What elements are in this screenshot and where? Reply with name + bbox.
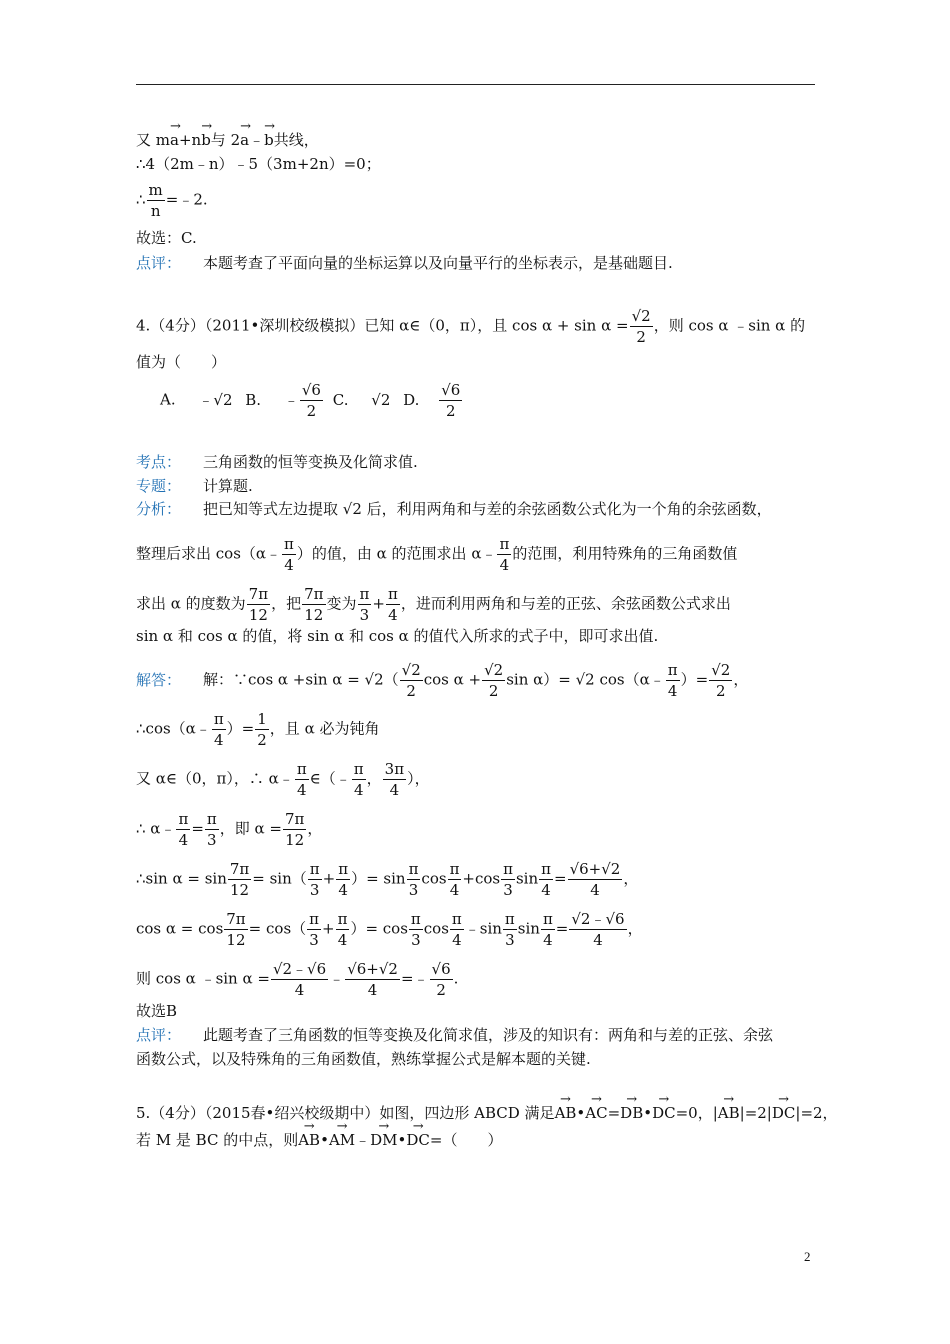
prev-equation-line: ∴4（2m﹣n）﹣5（3m+2n）=0； (136, 155, 381, 173)
q4-options (160, 380, 463, 421)
prev-answer: 故选：C. (136, 229, 197, 247)
q4-review-1: 点评： 此题考查了三角函数的恒等变换及化简求值，涉及的知识有：两角和与差的正弦、余弦 (136, 1026, 774, 1044)
prev-collinear-line: 又 m→ a+n→ b与 2→ a﹣→ b共线， (136, 126, 319, 150)
q4-fenxi-4: sin α 和 cos α 的值，将 sin α 和 cos α 的值代入所求的式子中，即可求出值. (136, 627, 659, 645)
q4-fenxi-1: 分析： 把已知等式左边提取 √2 后，利用两角和与差的余弦函数公式化为一个角的余弦函数， (136, 500, 772, 518)
q4-kaodian: 考点： 三角函数的恒等变换及化简求值. (136, 453, 418, 471)
review-label: 点评： (136, 254, 182, 272)
q4-fenxi-3: 求出 α 的度数为 $\frac{7\pi}{12}$ ，把 $\frac{7\pi}{12}$ 变为 $\frac{\pi}{3}$ + $\frac{\pi}{4}$ ，进而利用两角和与差的正弦、余弦函数公式求出 (136, 585, 731, 624)
q4-jie-4: ∴ α﹣ $\frac{\pi}{4}$ = $\frac{\pi}{3}$ ，即 α = $\frac{7\pi}{12}$ ， (136, 810, 323, 849)
q4-stem: 4.（4分）（2011•深圳校级模拟）已知 α∈（0，π），且 cos α + sin α = $\frac{√2}{2}$ ，则 cos α ﹣sin α 的 (136, 307, 806, 346)
q5-stem-2: 若 M 是 BC 的中点，则→ AB•→ AM﹣→ DM•→ DC=（ ） (136, 1126, 503, 1150)
q5-stem-1: 5.（4分）（2015春•绍兴校级期中）如图，四边形 ABCD 满足→ AB•→ AC=→ DB•→ DC=0，|→ AB|=2|→ DC|=2， (136, 1099, 838, 1123)
option-d-value: $\frac{√6}{2}$ (441, 381, 461, 420)
option-d-label: D. (403, 390, 420, 409)
q4-jie-7: 则 cos α ﹣sin α = $\frac{√2﹣√6}{4}$ ﹣ $\frac{√6+√2}{4}$ =﹣ $\frac{√6}{2}$ . (136, 960, 459, 999)
q4-fenxi-2: 整理后求出 cos（α﹣ $\frac{\pi}{4}$ ）的值，由 α 的范围求出 α﹣ $\frac{\pi}{4}$ 的范围，利用特殊角的三角函数值 (136, 535, 738, 574)
option-a-label: A. (160, 390, 176, 409)
q4-zhuanti: 专题： 计算题. (136, 477, 253, 495)
q4-review-2: 函数公式，以及特殊角的三角函数值，熟练掌握公式是解本题的关键. (136, 1050, 591, 1068)
option-a-value: ﹣√2 (198, 390, 233, 409)
q4-answer: 故选B (136, 1002, 178, 1020)
prev-ratio-line: ∴ $\frac{m}{n}$ =﹣2. (136, 181, 208, 220)
q4-jie-3: 又 α∈（0，π），∴ α﹣ $\frac{\pi}{4}$ ∈（﹣ $\frac{\pi}{4}$ ， $\frac{3\pi}{4}$ ）， (136, 760, 430, 799)
q4-stem-2: 值为（ ） (136, 353, 227, 371)
q4-jie-2: ∴cos（α﹣ $\frac{\pi}{4}$ ）= $\frac{1}{2}$ ，且 α 必为钝角 (136, 710, 380, 749)
q4-jie-5: ∴sin α = sin $\frac{7\pi}{12}$ = sin（ $\frac{\pi}{3}$ + $\frac{\pi}{4}$ ）= sin $\frac{\pi}{3}$ cos $\frac{\pi}{4}$ +cos $\frac{\pi}{3}$ sin $\frac{\pi}{4}$ = $\frac{√6+√2}{4}$ ， (136, 860, 639, 899)
q4-jie-1: 解答： 解：∵cos α +sin α = √2（ $\frac{√2}{2}$ cos α + $\frac{√2}{2}$ sin α）= √2 cos（α﹣ $\frac{\pi}{4}$ ）= $\frac{√2}{2}$ ， (136, 661, 749, 700)
q4-jie-6: cos α = cos $\frac{7\pi}{12}$ = cos（ $\frac{\pi}{3}$ + $\frac{\pi}{4}$ ）= cos $\frac{\pi}{3}$ cos $\frac{\pi}{4}$ ﹣sin $\frac{\pi}{3}$ sin $\frac{\pi}{4}$ = $\frac{√2﹣√6}{4}$ ， (136, 910, 643, 949)
page-number: 2 (804, 1249, 811, 1264)
option-c-value: √2 (371, 390, 391, 409)
header-rule (136, 84, 815, 85)
option-b-label: B. (245, 390, 262, 409)
prev-review: 点评： 本题考查了平面向量的坐标运算以及向量平行的坐标表示，是基础题目. (136, 254, 673, 272)
option-c-label: C. (332, 390, 349, 409)
option-b-value: ﹣ $\frac{√6}{2}$ (283, 381, 321, 420)
